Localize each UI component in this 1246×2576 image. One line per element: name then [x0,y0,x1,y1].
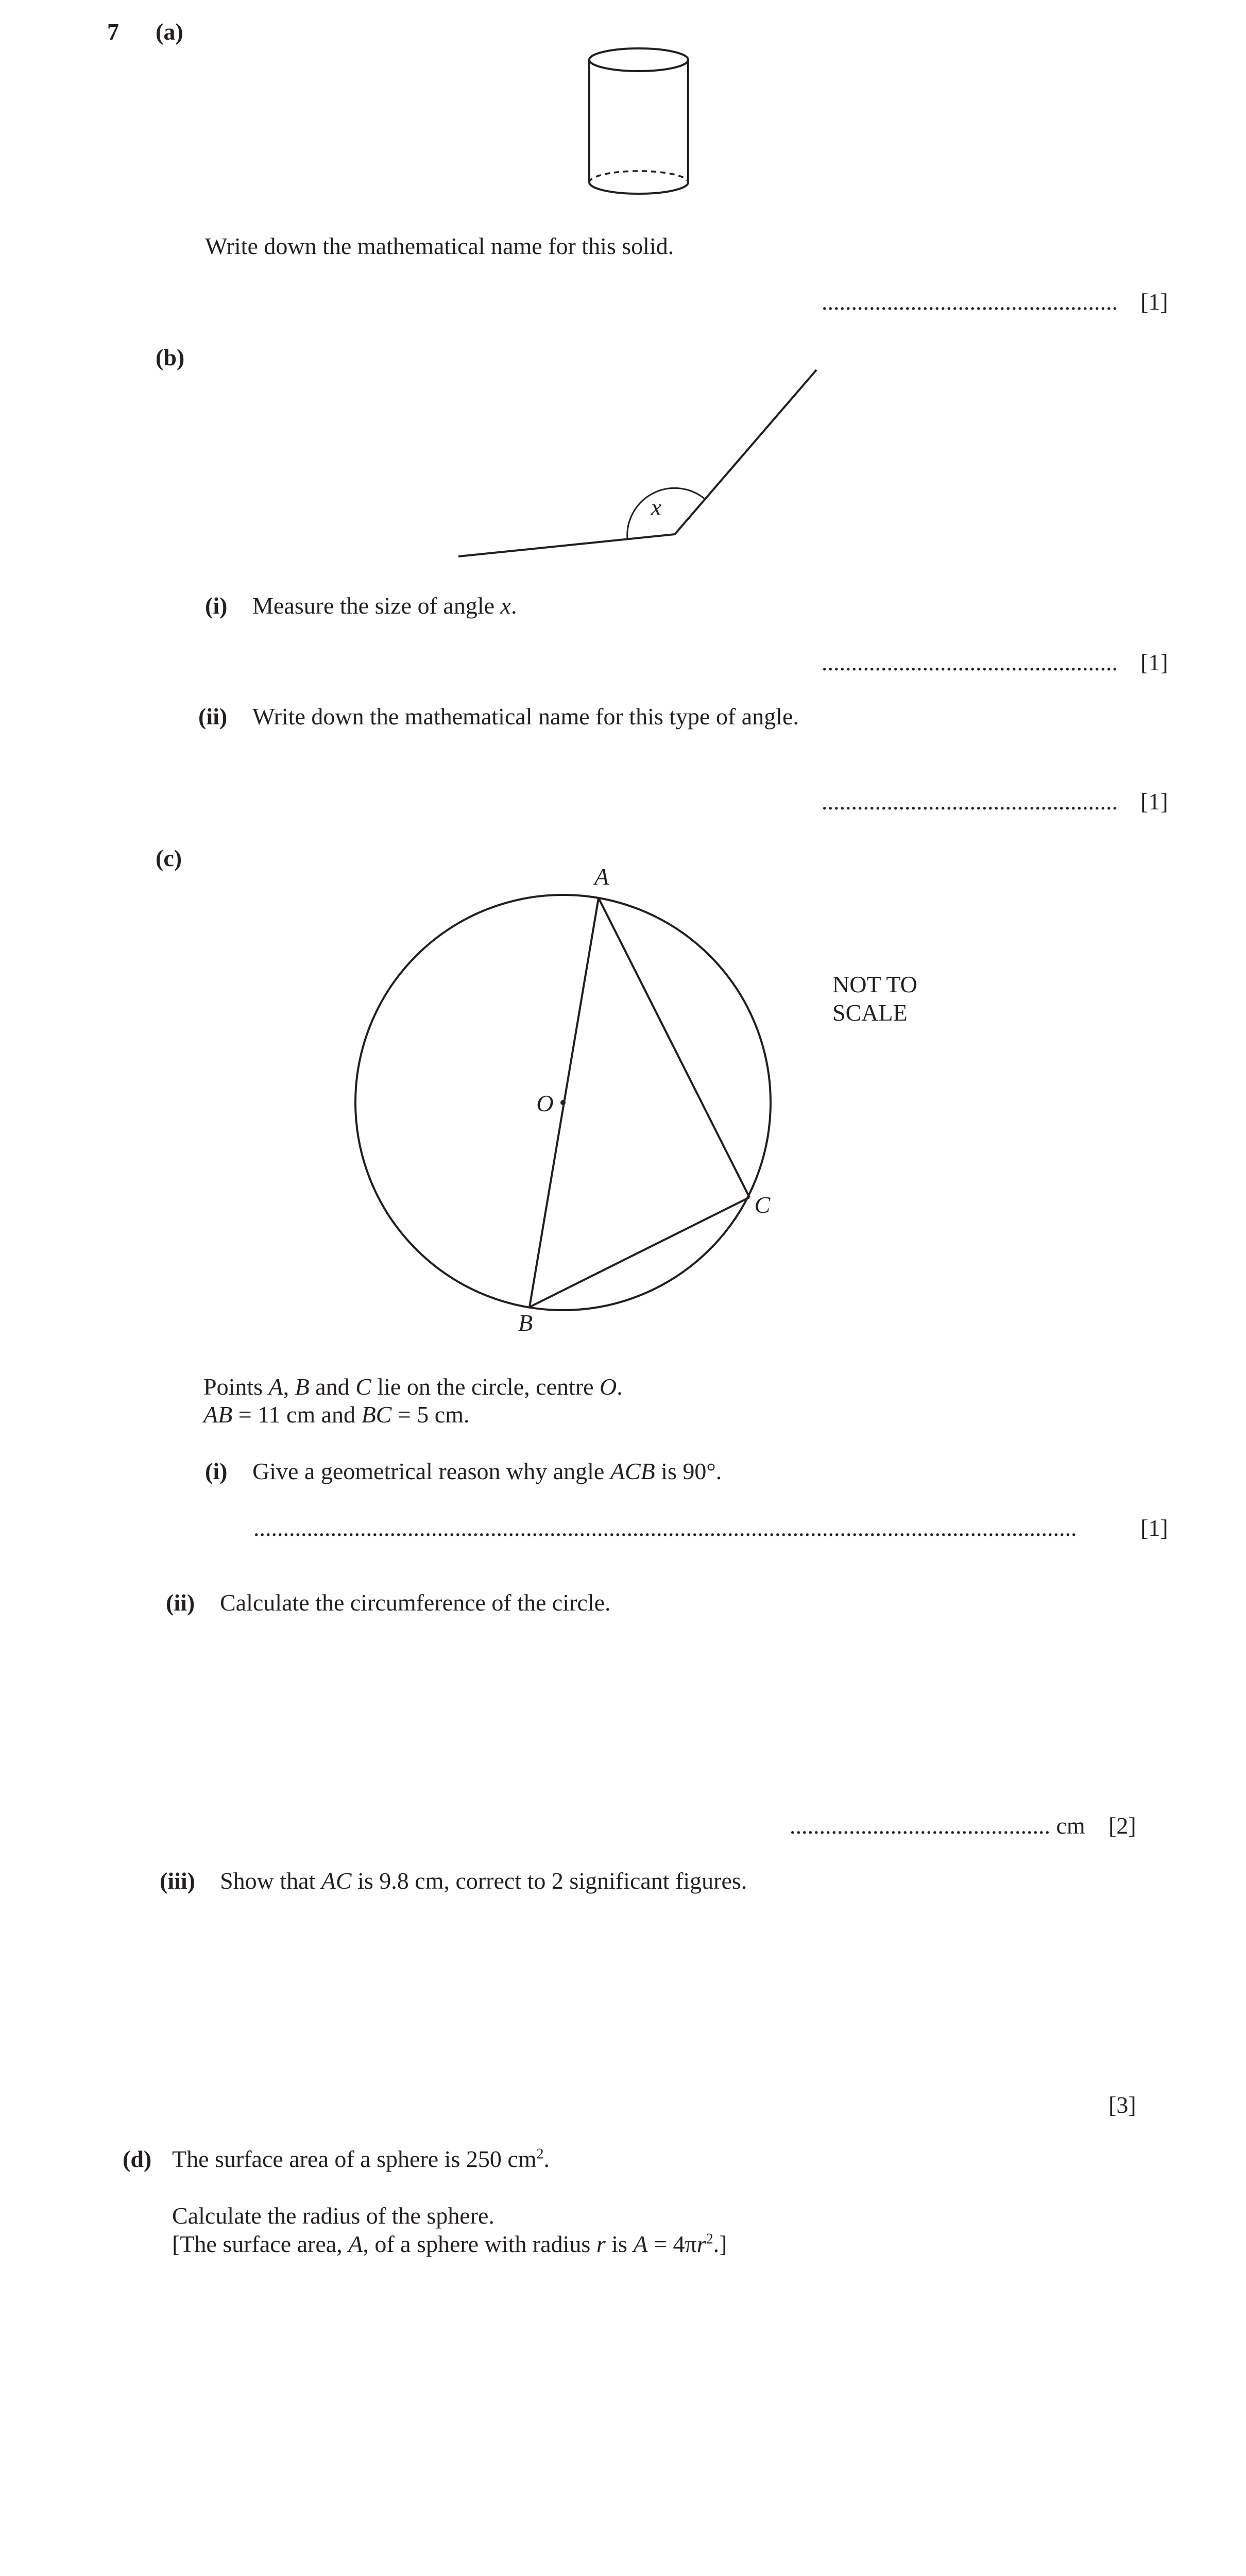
chord-ac [599,898,749,1197]
not-to-scale-note-1: NOT TO [832,971,917,997]
part-b-i-question: Measure the size of angle x. [252,592,517,619]
part-a-marks: [1] [1140,289,1168,315]
point-c-label: C [754,1192,771,1218]
part-c-ii-answer-line[interactable]: ............................................ cm [790,1812,1085,1839]
part-c-info-line-1: Points A, B and C lie on the circle, centre O. [203,1374,623,1400]
point-a-label: A [594,863,609,890]
part-c-iii-question: Show that AC is 9.8 cm, correct to 2 significant figures. [220,1868,747,1894]
part-c-label: (c) [156,845,182,871]
angle-left-arm [458,534,675,556]
part-c-i-label: (i) [205,1458,228,1484]
part-c-ii-label: (ii) [166,1589,195,1616]
part-c-iii-label: (iii) [160,1868,195,1894]
circle-figure [340,860,958,1345]
part-b-i-answer-line[interactable]: .................................................. [822,649,1118,675]
cylinder-bottom-front [589,182,688,194]
point-b-label: B [518,1310,533,1336]
part-c-iii-marks: [3] [1108,2092,1136,2118]
part-b-i-marks: [1] [1140,649,1168,675]
part-b-i-label: (i) [205,592,228,619]
part-b-ii-marks: [1] [1140,788,1168,815]
not-to-scale-note-2: SCALE [832,999,908,1026]
part-d-formula-note: [The surface area, A, of a sphere with radius r is $A = 4\pi r^2$.] [172,2231,727,2257]
part-a-question: Write down the mathematical name for this solid. [205,233,674,259]
chord-bc [530,1197,749,1307]
point-o-label: O [536,1090,554,1116]
angle-x-label: x [651,494,662,520]
part-b-ii-label: (ii) [198,703,228,730]
part-b-label: (b) [156,344,185,370]
part-c-ii-marks: [2] [1108,1812,1136,1839]
part-c-i-answer-line[interactable]: ........................................................................................................................................... [253,1515,1077,1541]
part-b-ii-question: Write down the mathematical name for this type of angle. [252,703,799,730]
cylinder-bottom-hidden [589,171,688,182]
cylinder-figure [587,44,695,204]
centre-point [560,1100,566,1105]
angle-right-arm [675,370,816,534]
part-c-i-marks: [1] [1140,1515,1168,1541]
part-a-answer-line[interactable]: .................................................. [822,289,1118,315]
part-d-label: (d) [123,2146,152,2172]
cylinder-top [589,48,688,71]
part-c-i-question: Give a geometrical reason why angle ACB is 90°. [252,1458,722,1484]
part-a-label: (a) [156,19,183,45]
part-d-question: The surface area of a sphere is 250 $cm^2$. [172,2146,550,2172]
part-c-ii-question: Calculate the circumference of the circle. [220,1589,611,1616]
part-d-instruction: Calculate the radius of the sphere. [172,2202,494,2229]
angle-figure [453,361,824,567]
question-number: 7 [107,19,119,45]
part-c-info-line-2: AB = 11 cm and BC = 5 cm. [203,1401,470,1428]
part-b-ii-answer-line[interactable]: .................................................. [822,788,1118,815]
